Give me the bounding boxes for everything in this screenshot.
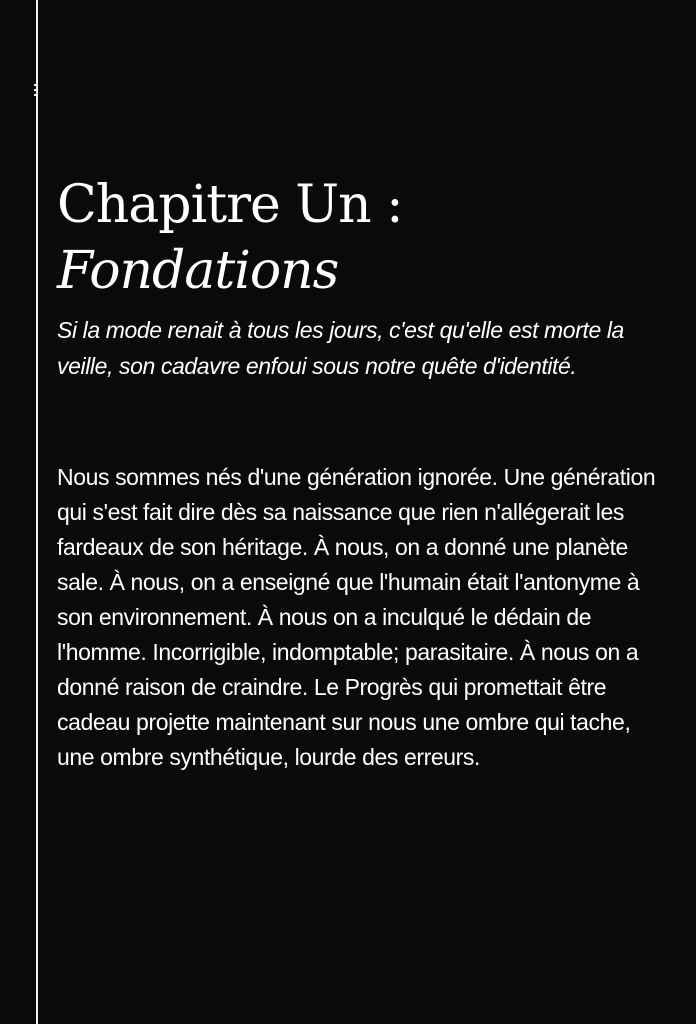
drag-handle-icon[interactable] bbox=[34, 84, 37, 96]
handle-dot bbox=[34, 84, 37, 86]
chapter-subtitle: Fondations bbox=[57, 241, 339, 301]
vertical-rule bbox=[36, 0, 38, 1024]
body-paragraph: Nous sommes nés d'une génération ignorée. Une génération qui s'est fait dire dès sa naissance que rien n'allégerait les fardeaux de son héritage. À nous, on a donné une planète sale. À nous, on a enseigné que l'humain était l'antonyme à son environnement. À nous on a inculqué le dédain de l'homme. Incorrigible, indomptable; parasitaire. À nous on a donné raison de craindre. Le Progrès qui promettait être cadeau projette maintenant sur nous une ombre qui tache, une ombre synthétique, lourde des erreurs. bbox=[57, 464, 656, 770]
chapter-content bbox=[57, 172, 669, 775]
chapter-heading bbox=[57, 172, 669, 304]
epigraph: Si la mode renait à tous les jours, c'est qu'elle est morte la veille, son cadavre enfoui sous notre quête d'identité. bbox=[57, 317, 624, 379]
handle-dot bbox=[34, 94, 37, 96]
chapter-title: Chapitre Un : bbox=[57, 175, 403, 235]
handle-dot bbox=[34, 89, 37, 91]
